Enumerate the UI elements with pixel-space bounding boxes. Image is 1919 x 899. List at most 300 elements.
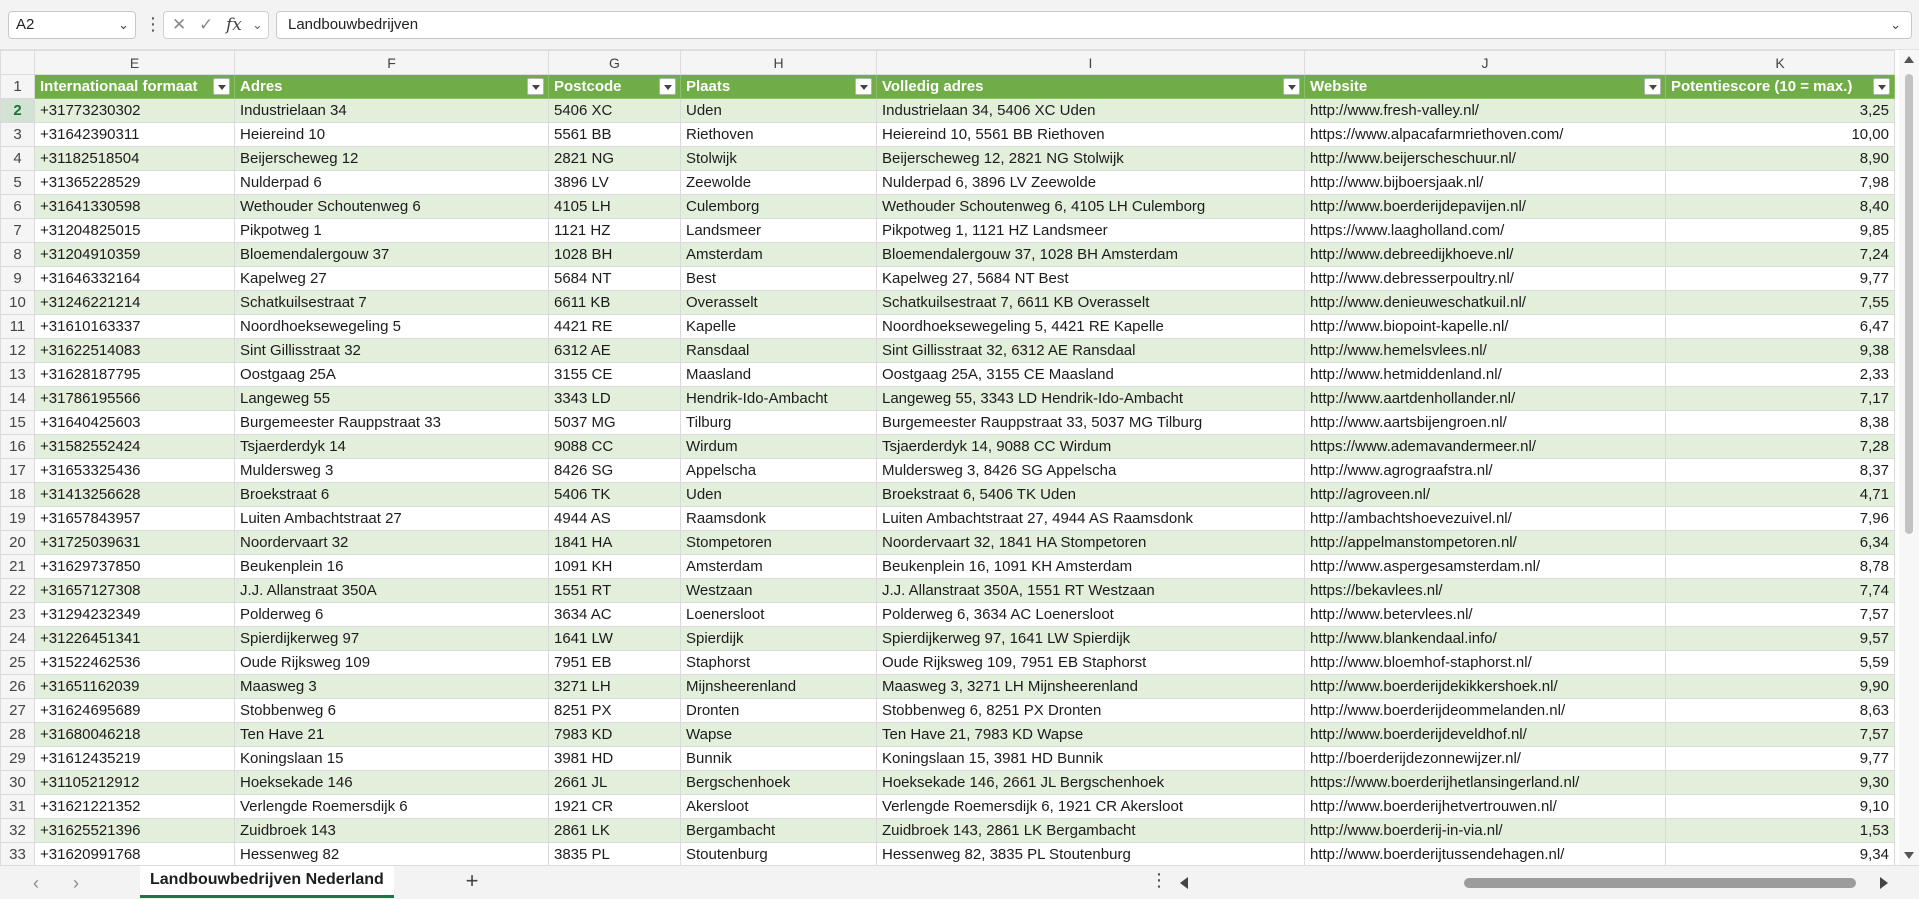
table-cell[interactable]: +31582552424 (35, 435, 235, 459)
table-cell[interactable]: Best (681, 267, 877, 291)
table-cell[interactable]: Amsterdam (681, 555, 877, 579)
table-cell[interactable]: 8251 PX (549, 699, 681, 723)
table-cell[interactable]: 1641 LW (549, 627, 681, 651)
row-number[interactable]: 11 (1, 315, 35, 339)
table-cell[interactable]: +31610163337 (35, 315, 235, 339)
table-cell[interactable]: Loenersloot (681, 603, 877, 627)
table-cell[interactable]: 6611 KB (549, 291, 681, 315)
table-cell[interactable]: +31642390311 (35, 123, 235, 147)
table-cell[interactable]: Zuidbroek 143, 2861 LK Bergambacht (877, 819, 1305, 843)
table-cell[interactable]: +31725039631 (35, 531, 235, 555)
table-cell[interactable]: Broekstraat 6, 5406 TK Uden (877, 483, 1305, 507)
row-number[interactable]: 28 (1, 723, 35, 747)
table-cell[interactable]: +31786195566 (35, 387, 235, 411)
table-cell[interactable]: Koningslaan 15 (235, 747, 549, 771)
row-number[interactable]: 18 (1, 483, 35, 507)
row-number[interactable]: 21 (1, 555, 35, 579)
table-cell[interactable]: 1091 KH (549, 555, 681, 579)
table-cell[interactable]: http://www.hemelsvlees.nl/ (1305, 339, 1666, 363)
row-number[interactable]: 17 (1, 459, 35, 483)
previous-sheet-icon[interactable]: ‹ (33, 873, 39, 893)
table-cell[interactable]: +31653325436 (35, 459, 235, 483)
column-header[interactable]: H (681, 51, 877, 75)
table-cell[interactable]: 9,30 (1666, 771, 1895, 795)
row-number[interactable]: 15 (1, 411, 35, 435)
table-cell[interactable]: Ten Have 21, 7983 KD Wapse (877, 723, 1305, 747)
horizontal-scroll-thumb[interactable] (1464, 878, 1856, 888)
table-cell[interactable]: 4944 AS (549, 507, 681, 531)
table-cell[interactable]: Dronten (681, 699, 877, 723)
table-cell[interactable]: 3271 LH (549, 675, 681, 699)
table-cell[interactable]: +31294232349 (35, 603, 235, 627)
table-cell[interactable]: http://ambachtshoevezuivel.nl/ (1305, 507, 1666, 531)
table-cell[interactable]: 8,40 (1666, 195, 1895, 219)
table-cell[interactable]: 3981 HD (549, 747, 681, 771)
table-header-cell[interactable] (549, 75, 681, 99)
table-cell[interactable]: Spierdijkerweg 97, 1641 LW Spierdijk (877, 627, 1305, 651)
table-cell[interactable]: +31773230302 (35, 99, 235, 123)
row-number[interactable]: 33 (1, 843, 35, 866)
table-cell[interactable]: J.J. Allanstraat 350A (235, 579, 549, 603)
row-number[interactable]: 23 (1, 603, 35, 627)
table-cell[interactable]: Mijnsheerenland (681, 675, 877, 699)
column-header[interactable]: K (1666, 51, 1895, 75)
table-cell[interactable]: http://www.agrograafstra.nl/ (1305, 459, 1666, 483)
table-cell[interactable]: +31105212912 (35, 771, 235, 795)
table-cell[interactable]: Burgemeester Rauppstraat 33 (235, 411, 549, 435)
table-cell[interactable]: http://www.boerderij-in-via.nl/ (1305, 819, 1666, 843)
table-cell[interactable]: Stobbenweg 6, 8251 PX Dronten (877, 699, 1305, 723)
table-cell[interactable]: Hessenweg 82 (235, 843, 549, 866)
table-cell[interactable]: 8,90 (1666, 147, 1895, 171)
table-cell[interactable]: http://www.boerderijdeveldhof.nl/ (1305, 723, 1666, 747)
table-cell[interactable]: 9,57 (1666, 627, 1895, 651)
table-cell[interactable]: https://www.alpacafarmriethoven.com/ (1305, 123, 1666, 147)
table-cell[interactable]: Hoeksekade 146 (235, 771, 549, 795)
table-cell[interactable]: 8,63 (1666, 699, 1895, 723)
table-cell[interactable]: http://www.debreedijkhoeve.nl/ (1305, 243, 1666, 267)
table-cell[interactable]: 3,25 (1666, 99, 1895, 123)
table-header-cell[interactable] (1305, 75, 1666, 99)
table-cell[interactable]: http://www.aspergesamsterdam.nl/ (1305, 555, 1666, 579)
horizontal-scrollbar[interactable] (1196, 873, 1856, 893)
table-cell[interactable]: Stobbenweg 6 (235, 699, 549, 723)
table-cell[interactable]: Raamsdonk (681, 507, 877, 531)
table-cell[interactable]: Beukenplein 16, 1091 KH Amsterdam (877, 555, 1305, 579)
table-cell[interactable]: 10,00 (1666, 123, 1895, 147)
filter-dropdown-icon[interactable] (213, 78, 230, 95)
table-cell[interactable]: http://www.boerderijdeommelanden.nl/ (1305, 699, 1666, 723)
row-number[interactable]: 7 (1, 219, 35, 243)
row-number[interactable]: 16 (1, 435, 35, 459)
table-cell[interactable]: http://www.debresserpoultry.nl/ (1305, 267, 1666, 291)
table-cell[interactable]: 6,47 (1666, 315, 1895, 339)
table-cell[interactable]: 3343 LD (549, 387, 681, 411)
table-cell[interactable]: 9,77 (1666, 267, 1895, 291)
row-number[interactable]: 2 (1, 99, 35, 123)
table-cell[interactable]: 7,28 (1666, 435, 1895, 459)
row-number[interactable]: 5 (1, 171, 35, 195)
table-cell[interactable]: 1551 RT (549, 579, 681, 603)
table-cell[interactable]: Kapelle (681, 315, 877, 339)
row-number[interactable]: 13 (1, 363, 35, 387)
column-header[interactable]: F (235, 51, 549, 75)
table-cell[interactable]: Riethoven (681, 123, 877, 147)
table-cell[interactable]: 5,59 (1666, 651, 1895, 675)
table-cell[interactable]: +31641330598 (35, 195, 235, 219)
table-cell[interactable]: Burgemeester Rauppstraat 33, 5037 MG Tilburg (877, 411, 1305, 435)
table-cell[interactable]: Bunnik (681, 747, 877, 771)
table-cell[interactable]: 7,98 (1666, 171, 1895, 195)
table-cell[interactable]: 2,33 (1666, 363, 1895, 387)
row-number[interactable]: 3 (1, 123, 35, 147)
table-cell[interactable]: Bergschenhoek (681, 771, 877, 795)
filter-dropdown-icon[interactable] (855, 78, 872, 95)
table-cell[interactable]: Koningslaan 15, 3981 HD Bunnik (877, 747, 1305, 771)
table-cell[interactable]: 9088 CC (549, 435, 681, 459)
next-sheet-icon[interactable]: › (73, 873, 79, 893)
table-cell[interactable]: Ransdaal (681, 339, 877, 363)
table-cell[interactable]: Oostgaag 25A, 3155 CE Maasland (877, 363, 1305, 387)
table-cell[interactable]: http://www.aartdenhollander.nl/ (1305, 387, 1666, 411)
table-cell[interactable]: Maasweg 3, 3271 LH Mijnsheerenland (877, 675, 1305, 699)
table-cell[interactable]: +31628187795 (35, 363, 235, 387)
table-cell[interactable]: 2861 LK (549, 819, 681, 843)
table-cell[interactable]: Tilburg (681, 411, 877, 435)
expand-formula-icon[interactable]: ⌄ (1890, 17, 1901, 32)
table-cell[interactable]: Landsmeer (681, 219, 877, 243)
table-cell[interactable]: Oude Rijksweg 109, 7951 EB Staphorst (877, 651, 1305, 675)
table-cell[interactable]: Spierdijk (681, 627, 877, 651)
table-cell[interactable]: Tsjaerderdyk 14 (235, 435, 549, 459)
table-cell[interactable]: Pikpotweg 1, 1121 HZ Landsmeer (877, 219, 1305, 243)
table-cell[interactable]: 6312 AE (549, 339, 681, 363)
table-cell[interactable]: 5406 XC (549, 99, 681, 123)
table-cell[interactable]: Wethouder Schoutenweg 6, 4105 LH Culemborg (877, 195, 1305, 219)
table-cell[interactable]: +31612435219 (35, 747, 235, 771)
table-cell[interactable]: Schatkuilsestraat 7 (235, 291, 549, 315)
table-cell[interactable]: http://www.bijboersjaak.nl/ (1305, 171, 1666, 195)
scroll-left-icon[interactable] (1180, 877, 1188, 889)
row-number[interactable]: 24 (1, 627, 35, 651)
table-cell[interactable]: http://www.hetmiddenland.nl/ (1305, 363, 1666, 387)
table-cell[interactable]: Industrielaan 34 (235, 99, 549, 123)
table-cell[interactable]: 9,90 (1666, 675, 1895, 699)
table-cell[interactable]: Langeweg 55, 3343 LD Hendrik-Ido-Ambacht (877, 387, 1305, 411)
table-cell[interactable]: http://www.fresh-valley.nl/ (1305, 99, 1666, 123)
table-cell[interactable]: +31365228529 (35, 171, 235, 195)
filter-dropdown-icon[interactable] (1283, 78, 1300, 95)
table-cell[interactable]: 1921 CR (549, 795, 681, 819)
column-header[interactable]: G (549, 51, 681, 75)
table-cell[interactable]: 3155 CE (549, 363, 681, 387)
table-cell[interactable]: 8,38 (1666, 411, 1895, 435)
table-cell[interactable]: Hendrik-Ido-Ambacht (681, 387, 877, 411)
table-cell[interactable]: Kapelweg 27, 5684 NT Best (877, 267, 1305, 291)
table-cell[interactable]: +31204825015 (35, 219, 235, 243)
table-cell[interactable]: Schatkuilsestraat 7, 6611 KB Overasselt (877, 291, 1305, 315)
table-cell[interactable]: Wirdum (681, 435, 877, 459)
table-cell[interactable]: Bergambacht (681, 819, 877, 843)
row-number[interactable]: 12 (1, 339, 35, 363)
scroll-down-icon[interactable] (1904, 852, 1914, 859)
table-cell[interactable]: Nulderpad 6, 3896 LV Zeewolde (877, 171, 1305, 195)
sheet-tab-active[interactable]: Landbouwbedrijven Nederland (140, 866, 394, 898)
table-cell[interactable]: 3634 AC (549, 603, 681, 627)
table-cell[interactable]: 5684 NT (549, 267, 681, 291)
table-cell[interactable]: +31620991768 (35, 843, 235, 866)
table-cell[interactable]: 4,71 (1666, 483, 1895, 507)
table-cell[interactable]: https://www.laagholland.com/ (1305, 219, 1666, 243)
table-cell[interactable]: 6,34 (1666, 531, 1895, 555)
table-cell[interactable]: http://www.boerderijtussendehagen.nl/ (1305, 843, 1666, 866)
row-number[interactable]: 25 (1, 651, 35, 675)
table-cell[interactable]: 3896 LV (549, 171, 681, 195)
function-icon[interactable]: fx (226, 15, 242, 35)
table-cell[interactable]: 4105 LH (549, 195, 681, 219)
table-header-cell[interactable] (1666, 75, 1895, 99)
column-header[interactable]: J (1305, 51, 1666, 75)
table-cell[interactable]: Ten Have 21 (235, 723, 549, 747)
table-cell[interactable]: Verlengde Roemersdijk 6, 1921 CR Akersloot (877, 795, 1305, 819)
table-cell[interactable]: +31246221214 (35, 291, 235, 315)
table-cell[interactable]: Luiten Ambachtstraat 27 (235, 507, 549, 531)
table-cell[interactable]: Industrielaan 34, 5406 XC Uden (877, 99, 1305, 123)
table-cell[interactable]: http://www.biopoint-kapelle.nl/ (1305, 315, 1666, 339)
table-cell[interactable]: Heiereind 10 (235, 123, 549, 147)
table-cell[interactable]: Luiten Ambachtstraat 27, 4944 AS Raamsdonk (877, 507, 1305, 531)
table-cell[interactable]: https://www.ademavandermeer.nl/ (1305, 435, 1666, 459)
table-cell[interactable]: Zuidbroek 143 (235, 819, 549, 843)
table-cell[interactable]: 7951 EB (549, 651, 681, 675)
table-cell[interactable]: +31657843957 (35, 507, 235, 531)
table-cell[interactable]: Stoutenburg (681, 843, 877, 866)
table-cell[interactable]: Beijerscheweg 12, 2821 NG Stolwijk (877, 147, 1305, 171)
table-cell[interactable]: 9,38 (1666, 339, 1895, 363)
table-cell[interactable]: 9,85 (1666, 219, 1895, 243)
function-dropdown-icon[interactable]: ⌄ (252, 17, 263, 32)
scroll-up-icon[interactable] (1904, 56, 1914, 63)
row-number[interactable]: 10 (1, 291, 35, 315)
table-header-cell[interactable] (681, 75, 877, 99)
table-cell[interactable]: Maasland (681, 363, 877, 387)
table-cell[interactable]: 8426 SG (549, 459, 681, 483)
table-cell[interactable]: 7983 KD (549, 723, 681, 747)
table-cell[interactable]: +31629737850 (35, 555, 235, 579)
table-cell[interactable]: http://appelmanstompetoren.nl/ (1305, 531, 1666, 555)
row-number[interactable]: 19 (1, 507, 35, 531)
table-cell[interactable]: Noordhoeksewegeling 5 (235, 315, 549, 339)
table-header-cell[interactable] (35, 75, 235, 99)
table-cell[interactable]: 4421 RE (549, 315, 681, 339)
row-number[interactable]: 14 (1, 387, 35, 411)
cancel-icon[interactable]: ✕ (172, 15, 187, 34)
row-number[interactable]: 1 (1, 75, 35, 99)
table-cell[interactable]: 5037 MG (549, 411, 681, 435)
table-cell[interactable]: Broekstraat 6 (235, 483, 549, 507)
filter-dropdown-icon[interactable] (527, 78, 544, 95)
add-sheet-icon[interactable]: + (465, 868, 479, 893)
row-number[interactable]: 4 (1, 147, 35, 171)
name-box[interactable] (8, 11, 136, 39)
table-cell[interactable]: 7,17 (1666, 387, 1895, 411)
table-cell[interactable]: +31522462536 (35, 651, 235, 675)
table-cell[interactable]: J.J. Allanstraat 350A, 1551 RT Westzaan (877, 579, 1305, 603)
table-cell[interactable]: Nulderpad 6 (235, 171, 549, 195)
table-cell[interactable]: Langeweg 55 (235, 387, 549, 411)
table-cell[interactable]: 9,10 (1666, 795, 1895, 819)
table-cell[interactable]: http://www.bloemhof-staphorst.nl/ (1305, 651, 1666, 675)
table-cell[interactable]: Noordhoeksewegeling 5, 4421 RE Kapelle (877, 315, 1305, 339)
table-cell[interactable]: http://www.boerderijhetvertrouwen.nl/ (1305, 795, 1666, 819)
table-cell[interactable]: 1028 BH (549, 243, 681, 267)
table-cell[interactable]: 7,74 (1666, 579, 1895, 603)
row-number[interactable]: 9 (1, 267, 35, 291)
table-cell[interactable]: http://agroveen.nl/ (1305, 483, 1666, 507)
table-cell[interactable]: Amsterdam (681, 243, 877, 267)
table-cell[interactable]: Kapelweg 27 (235, 267, 549, 291)
formula-input[interactable] (276, 11, 1912, 39)
table-cell[interactable]: Hoeksekade 146, 2661 JL Bergschenhoek (877, 771, 1305, 795)
table-cell[interactable]: Westzaan (681, 579, 877, 603)
row-number[interactable]: 22 (1, 579, 35, 603)
table-cell[interactable]: 1841 HA (549, 531, 681, 555)
table-cell[interactable]: Stompetoren (681, 531, 877, 555)
row-number[interactable]: 27 (1, 699, 35, 723)
table-cell[interactable]: 2821 NG (549, 147, 681, 171)
table-cell[interactable]: Staphorst (681, 651, 877, 675)
table-cell[interactable]: https://bekavlees.nl/ (1305, 579, 1666, 603)
table-cell[interactable]: http://www.boerderijdepavijen.nl/ (1305, 195, 1666, 219)
table-cell[interactable]: 8,78 (1666, 555, 1895, 579)
table-cell[interactable]: 7,57 (1666, 723, 1895, 747)
table-cell[interactable]: Maasweg 3 (235, 675, 549, 699)
column-header[interactable]: E (35, 51, 235, 75)
table-cell[interactable]: Zeewolde (681, 171, 877, 195)
table-cell[interactable]: Verlengde Roemersdijk 6 (235, 795, 549, 819)
table-cell[interactable]: +31624695689 (35, 699, 235, 723)
table-cell[interactable]: +31204910359 (35, 243, 235, 267)
table-cell[interactable]: +31646332164 (35, 267, 235, 291)
table-header-cell[interactable] (235, 75, 549, 99)
table-cell[interactable]: Polderweg 6 (235, 603, 549, 627)
row-number[interactable]: 31 (1, 795, 35, 819)
more-options-icon[interactable]: ⋮ (144, 14, 162, 34)
table-cell[interactable]: Wethouder Schoutenweg 6 (235, 195, 549, 219)
table-cell[interactable]: 8,37 (1666, 459, 1895, 483)
table-cell[interactable]: Polderweg 6, 3634 AC Loenersloot (877, 603, 1305, 627)
table-cell[interactable]: http://www.denieuweschatkuil.nl/ (1305, 291, 1666, 315)
table-cell[interactable]: +31651162039 (35, 675, 235, 699)
table-cell[interactable]: http://www.beijerscheschuur.nl/ (1305, 147, 1666, 171)
table-cell[interactable]: 7,55 (1666, 291, 1895, 315)
table-cell[interactable]: 9,77 (1666, 747, 1895, 771)
select-all-corner[interactable] (1, 51, 35, 75)
table-cell[interactable]: +31413256628 (35, 483, 235, 507)
table-cell[interactable]: Pikpotweg 1 (235, 219, 549, 243)
table-cell[interactable]: https://www.boerderijhetlansingerland.nl/ (1305, 771, 1666, 795)
row-number[interactable]: 32 (1, 819, 35, 843)
row-number[interactable]: 8 (1, 243, 35, 267)
more-tabs-icon[interactable]: ⋮ (1150, 870, 1168, 890)
table-cell[interactable]: +31182518504 (35, 147, 235, 171)
table-header-cell[interactable] (877, 75, 1305, 99)
table-cell[interactable]: +31621221352 (35, 795, 235, 819)
table-cell[interactable]: Muldersweg 3 (235, 459, 549, 483)
table-cell[interactable]: Noordervaart 32 (235, 531, 549, 555)
table-cell[interactable]: Sint Gillisstraat 32 (235, 339, 549, 363)
table-cell[interactable]: 9,34 (1666, 843, 1895, 866)
table-cell[interactable]: Appelscha (681, 459, 877, 483)
table-cell[interactable]: http://www.betervlees.nl/ (1305, 603, 1666, 627)
scroll-right-icon[interactable] (1880, 877, 1888, 889)
table-cell[interactable]: +31622514083 (35, 339, 235, 363)
vertical-scrollbar[interactable] (1899, 50, 1919, 865)
table-cell[interactable]: Beukenplein 16 (235, 555, 549, 579)
table-cell[interactable]: http://boerderijdezonnewijzer.nl/ (1305, 747, 1666, 771)
table-cell[interactable]: Uden (681, 483, 877, 507)
table-cell[interactable]: Bloemendalergouw 37 (235, 243, 549, 267)
table-cell[interactable]: Culemborg (681, 195, 877, 219)
table-cell[interactable]: +31625521396 (35, 819, 235, 843)
table-cell[interactable]: Wapse (681, 723, 877, 747)
table-cell[interactable]: Hessenweg 82, 3835 PL Stoutenburg (877, 843, 1305, 866)
table-cell[interactable]: +31640425603 (35, 411, 235, 435)
row-number[interactable]: 29 (1, 747, 35, 771)
table-cell[interactable]: Noordervaart 32, 1841 HA Stompetoren (877, 531, 1305, 555)
table-cell[interactable]: Bloemendalergouw 37, 1028 BH Amsterdam (877, 243, 1305, 267)
confirm-icon[interactable]: ✓ (199, 15, 214, 34)
table-cell[interactable]: +31657127308 (35, 579, 235, 603)
row-number[interactable]: 30 (1, 771, 35, 795)
table-cell[interactable]: 7,24 (1666, 243, 1895, 267)
table-cell[interactable]: 2661 JL (549, 771, 681, 795)
table-cell[interactable]: Oude Rijksweg 109 (235, 651, 549, 675)
table-cell[interactable]: +31680046218 (35, 723, 235, 747)
table-cell[interactable]: 5406 TK (549, 483, 681, 507)
table-cell[interactable]: Beijerscheweg 12 (235, 147, 549, 171)
table-cell[interactable]: 1121 HZ (549, 219, 681, 243)
table-cell[interactable]: 7,57 (1666, 603, 1895, 627)
table-cell[interactable]: 5561 BB (549, 123, 681, 147)
table-cell[interactable]: http://www.aartsbijengroen.nl/ (1305, 411, 1666, 435)
vertical-scroll-thumb[interactable] (1905, 74, 1913, 534)
table-cell[interactable]: http://www.blankendaal.info/ (1305, 627, 1666, 651)
table-cell[interactable]: Akersloot (681, 795, 877, 819)
table-cell[interactable]: Uden (681, 99, 877, 123)
table-cell[interactable]: Tsjaerderdyk 14, 9088 CC Wirdum (877, 435, 1305, 459)
table-cell[interactable]: http://www.boerderijdekikkershoek.nl/ (1305, 675, 1666, 699)
table-cell[interactable]: Heiereind 10, 5561 BB Riethoven (877, 123, 1305, 147)
filter-dropdown-icon[interactable] (659, 78, 676, 95)
table-cell[interactable]: Muldersweg 3, 8426 SG Appelscha (877, 459, 1305, 483)
table-cell[interactable]: Oostgaag 25A (235, 363, 549, 387)
table-cell[interactable]: Spierdijkerweg 97 (235, 627, 549, 651)
column-header[interactable]: I (877, 51, 1305, 75)
table-cell[interactable]: 7,96 (1666, 507, 1895, 531)
filter-dropdown-icon[interactable] (1873, 78, 1890, 95)
table-cell[interactable]: 1,53 (1666, 819, 1895, 843)
table-cell[interactable]: Overasselt (681, 291, 877, 315)
table-cell[interactable]: Stolwijk (681, 147, 877, 171)
filter-dropdown-icon[interactable] (1644, 78, 1661, 95)
table-cell[interactable]: Sint Gillisstraat 32, 6312 AE Ransdaal (877, 339, 1305, 363)
chevron-down-icon[interactable]: ⌄ (118, 17, 129, 32)
row-number[interactable]: 20 (1, 531, 35, 555)
row-number[interactable]: 26 (1, 675, 35, 699)
table-cell[interactable]: +31226451341 (35, 627, 235, 651)
table-cell[interactable]: 3835 PL (549, 843, 681, 866)
